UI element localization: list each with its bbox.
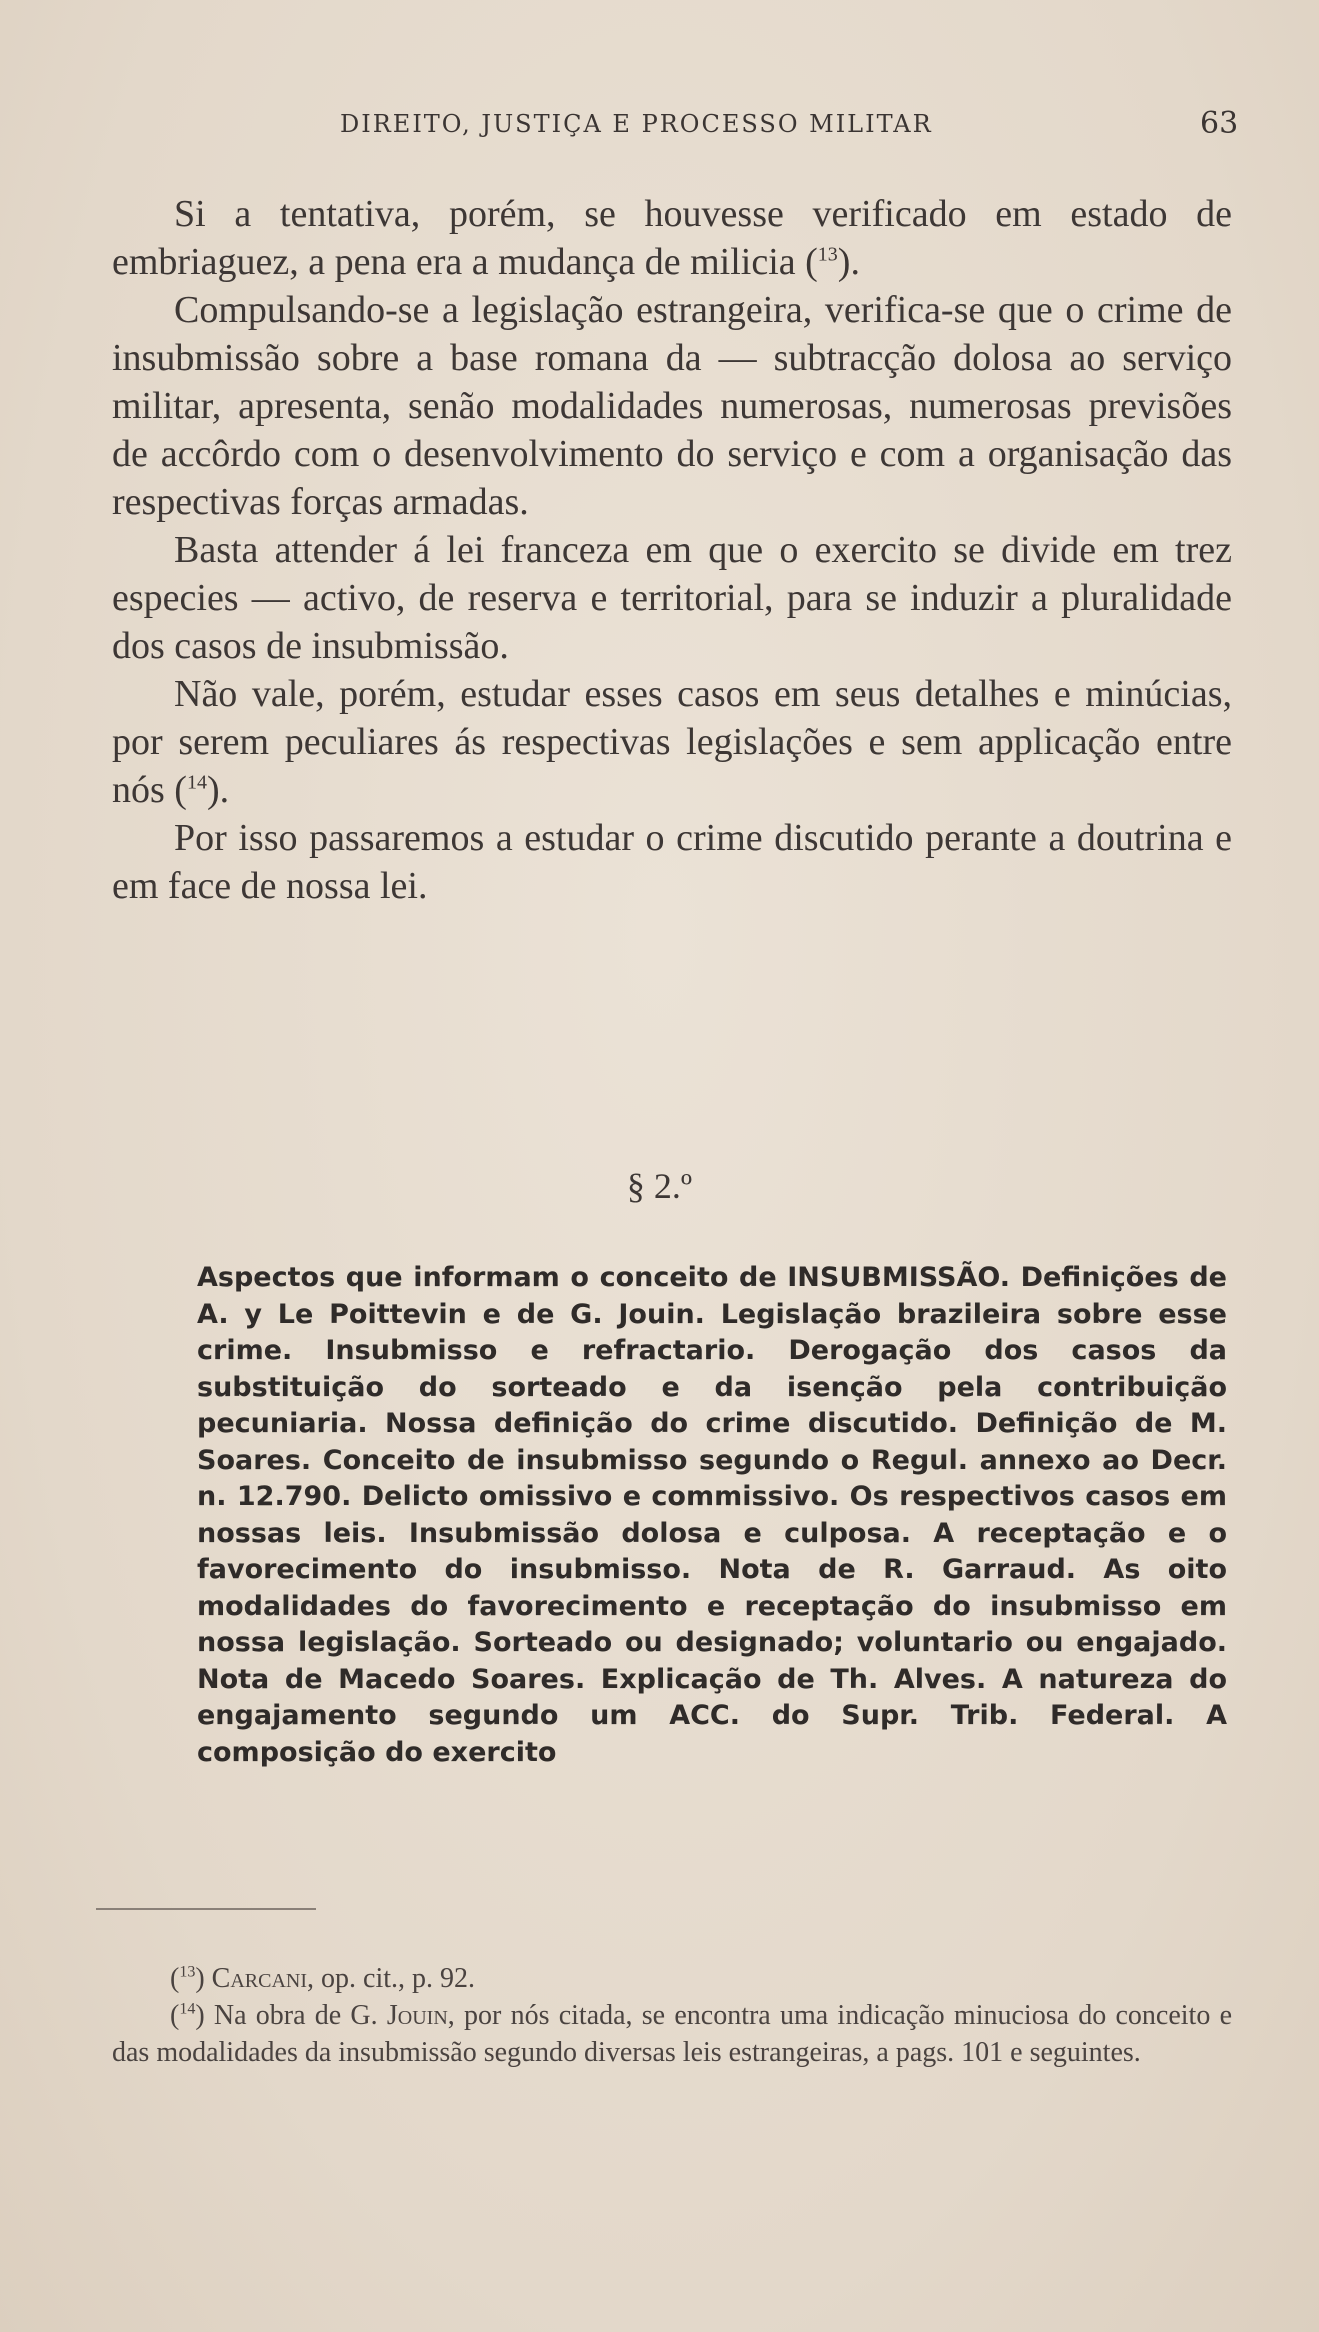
- running-title: DIREITO, JUSTIÇA E PROCESSO MILITAR: [340, 110, 933, 138]
- footnote-ref[interactable]: 13: [817, 243, 838, 266]
- paragraph: Não vale, porém, estudar esses casos em seus detalhes e minúcias, por serem peculiares ás respectivas legislações e sem applicação entre nós ($^{14}$).: [112, 673, 1232, 811]
- section-heading: § 2.º: [626, 1166, 693, 1206]
- paragraph: Compulsando-se a legislação estrangeira, verifica-se que o crime de insubmissão sobre a base romana da — subtracção dolosa ao serviço militar, apresenta, senão modalidades numerosas, numerosas previsões de accôrdo com o desenvolvimento do serviço e com a organisação das respectivas forças armadas.: [112, 289, 1232, 523]
- page-number: 63: [1200, 106, 1239, 141]
- page-header: [0, 100, 1319, 150]
- footnote-ref[interactable]: 14: [186, 771, 207, 794]
- section-summary: Aspectos que informam o conceito de INSUBMISSÃO. Definições de A. y Le Poittevin e de G. Jouin. Legislação brazileira sobre esse crime. Insubmisso e refractario. Derogação dos casos da substituição do sorteado e da isenção pela contribuição pecuniaria. Nossa definição do crime discutido. Definição de M. Soares. Conceito de insubmisso segundo o Regul. annexo ao Decr. n. 12.790. Delicto omissivo e commissivo. Os respectivos casos em nossas leis. Insubmissão dolosa e culposa. A receptação e o favorecimento do insubmisso. Nota de R. Garraud. As oito modalidades do favorecimento e receptação do insubmisso em nossa legislação. Sorteado ou designado; voluntario ou engajado. Nota de Macedo Soares. Explicação de Th. Alves. A natureza do engajamento segundo um ACC. do Supr. Trib. Federal. A composição do exercito: [197, 1262, 1227, 1768]
- footnote: ($^{13}$) Carcani, op. cit., p. 92.: [170, 1963, 476, 1994]
- paragraph: Si a tentativa, porém, se houvesse verificado em estado de embriaguez, a pena era a mudança de milicia ($^{13}$).: [112, 193, 1232, 283]
- paragraph: Basta attender á lei franceza em que o exercito se divide em trez especies — activo, de reserva e territorial, para se induzir a pluralidade dos casos de insubmissão.: [112, 529, 1232, 667]
- main-text: [112, 190, 1232, 910]
- footnote: ($^{14}$) Na obra de G. Jouin, por nós citada, se encontra uma indicação minuciosa do conceito e das modalidades da insubmissão segundo diversas leis estrangeiras, a pags. 101 e seguintes.: [112, 2000, 1232, 2068]
- paragraph: Por isso passaremos a estudar o crime discutido perante a doutrina e em face de nossa lei.: [112, 817, 1232, 907]
- footnote-divider: [96, 1908, 316, 1910]
- footnotes: [112, 1960, 1232, 2071]
